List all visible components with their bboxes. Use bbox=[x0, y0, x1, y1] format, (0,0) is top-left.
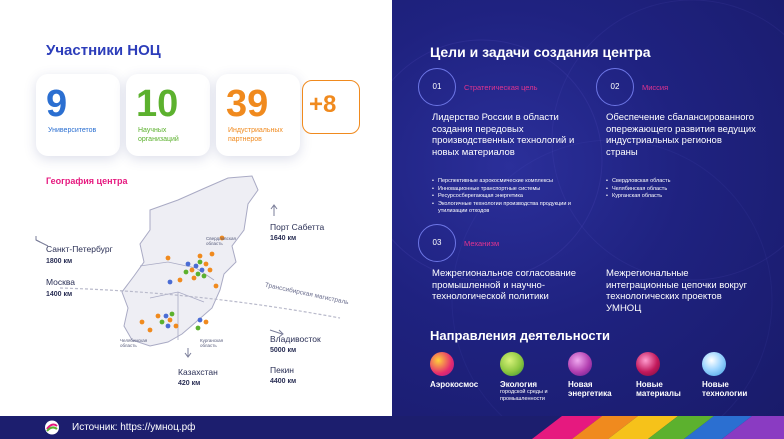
technologies-icon bbox=[702, 352, 726, 376]
arrow-up-icon bbox=[271, 205, 277, 216]
stat-card-science-orgs bbox=[126, 74, 210, 156]
direction-sub: городской среды и промышленности bbox=[500, 389, 548, 402]
city-spb: Санкт-Петербург bbox=[46, 244, 113, 254]
bullet-item: • Инновационные транспортные системы bbox=[432, 186, 582, 194]
stat-label: Индустриальных партнеров bbox=[228, 127, 283, 143]
distance-moscow: 1400 км bbox=[46, 291, 73, 298]
railway-label: Транссибирская магистраль bbox=[264, 281, 350, 307]
footer-source: Источник: https://умноц.рф bbox=[72, 422, 196, 433]
mechanism-text-left: Межрегиональное согласование промышленной и научно-технологической политики bbox=[432, 268, 577, 302]
stat-value: 10 bbox=[136, 83, 179, 125]
footer bbox=[0, 416, 784, 439]
geography-title: География центра bbox=[46, 176, 128, 186]
goal-label: Механизм bbox=[464, 239, 500, 248]
direction-aerospace bbox=[430, 352, 478, 389]
stat-value: 39 bbox=[226, 83, 269, 125]
arrow-down-icon bbox=[185, 348, 191, 357]
stat-card-universities bbox=[36, 74, 120, 156]
direction-label: Новые материалы bbox=[636, 380, 681, 398]
energy-icon bbox=[568, 352, 592, 376]
bullet-item: • Свердловская область bbox=[606, 178, 756, 186]
bullet-item: • Перспективные аэрокосмические комплексы bbox=[432, 178, 582, 186]
direction-materials bbox=[636, 352, 692, 398]
goal-bullets bbox=[606, 178, 756, 201]
bullet-item: • Челябинская область bbox=[606, 186, 756, 194]
region-label-kurgan: Курганская область bbox=[200, 338, 224, 348]
direction-label: Аэрокосмос bbox=[430, 380, 479, 389]
goal-text: Лидерство России в области создания передовых производственных технологий и новых материалов bbox=[432, 112, 575, 158]
goal-number: 02 bbox=[596, 68, 634, 106]
city-sabetta: Порт Сабетта bbox=[270, 222, 325, 232]
bullet-item: • Курганская область bbox=[606, 193, 756, 201]
umnoc-logo-icon bbox=[44, 420, 60, 435]
direction-label: Новые технологии bbox=[702, 380, 748, 398]
city-beijing: Пекин bbox=[270, 365, 294, 375]
goal-label: Стратегическая цель bbox=[464, 83, 538, 92]
city-moscow: Москва bbox=[46, 277, 76, 287]
direction-label: Экология bbox=[500, 380, 538, 389]
direction-technologies bbox=[702, 352, 762, 398]
plus-value: +8 bbox=[309, 91, 337, 118]
goals-title: Цели и задачи создания центра bbox=[430, 44, 651, 60]
direction-energy bbox=[568, 352, 624, 398]
city-vladivostok: Владивосток bbox=[270, 334, 321, 344]
stat-card-industrial-partners bbox=[216, 74, 300, 156]
goal-number: 01 bbox=[418, 68, 456, 106]
distance-sabetta: 1640 км bbox=[270, 235, 297, 242]
bullet-item: • Ресурсосберегающая энергетика bbox=[432, 193, 582, 201]
direction-label: Новая энергетика bbox=[568, 380, 612, 398]
direction-ecology bbox=[500, 352, 564, 403]
bullet-item: • Экологичные технологии производства продукции и утилизации отходов bbox=[432, 201, 582, 216]
distance-vladivostok: 5000 км bbox=[270, 347, 297, 354]
left-panel bbox=[0, 0, 392, 416]
city-kazakhstan: Казахстан bbox=[178, 367, 218, 377]
distance-spb: 1800 км bbox=[46, 258, 73, 265]
goal-label: Миссия bbox=[642, 83, 669, 92]
directions-title: Направления деятельности bbox=[430, 328, 610, 343]
stat-label: Научных организаций bbox=[138, 127, 179, 143]
mechanism-text-right: Межрегиональные интеграционные цепочки вокруг технологических проектов УМНОЦ bbox=[606, 268, 748, 314]
region-label-sverdlovsk: Свердловская область bbox=[206, 236, 236, 246]
footer-stripe bbox=[392, 416, 784, 439]
goal-bullets bbox=[432, 178, 582, 216]
goal-text: Обеспечение сбалансированного опережающего развития ведущих индустриальных регионов страны bbox=[606, 112, 756, 158]
region-label-chelyabinsk: Челябинская область bbox=[120, 338, 148, 348]
materials-icon bbox=[636, 352, 660, 376]
ecology-icon bbox=[500, 352, 524, 376]
plus-card bbox=[302, 80, 360, 134]
aerospace-icon bbox=[430, 352, 454, 376]
distance-kazakhstan: 420 км bbox=[178, 380, 201, 387]
goal-number: 03 bbox=[418, 224, 456, 262]
stat-value: 9 bbox=[46, 83, 68, 125]
members-title: Участники НОЦ bbox=[46, 42, 161, 59]
stat-label: Университетов bbox=[48, 127, 97, 134]
distance-beijing: 4400 км bbox=[270, 378, 297, 385]
right-panel bbox=[392, 0, 784, 416]
